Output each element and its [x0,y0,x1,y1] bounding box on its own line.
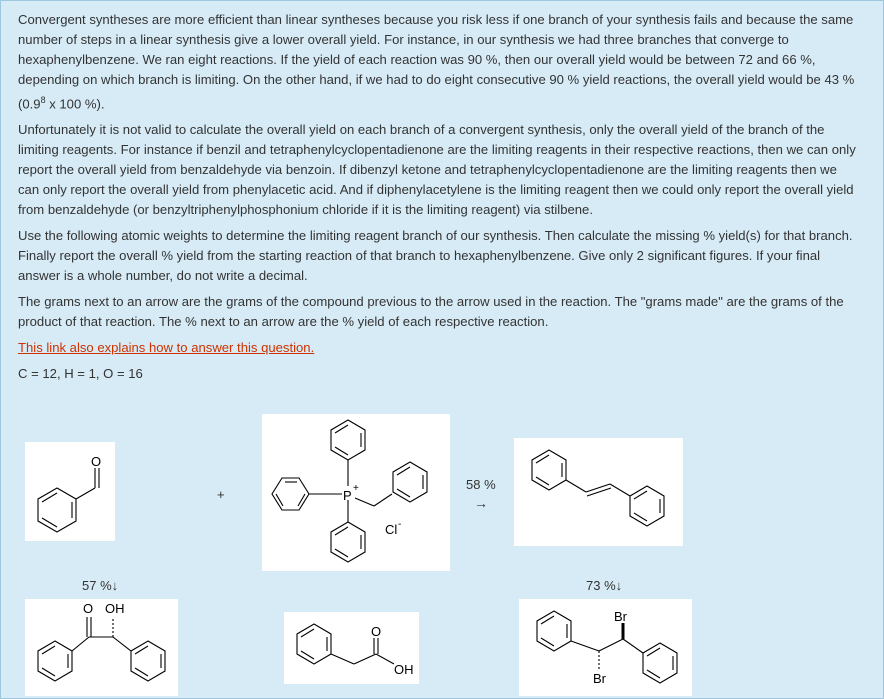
paragraph-grams: The grams next to an arrow are the grams of the compound previous to the arrow used in the reaction. The "grams made" are the grams of the product of that reaction. The % next to an arrow are the % yield of each respective reaction. [18,294,844,330]
atom-O: O [371,624,382,639]
paragraph-convergent: Convergent syntheses are more efficient than linear syntheses because you risk less if one branch of your synthesis fails and because the same number of steps in a linear synthesis give a lower overall yield. For instance, in our synthesis we had three branches that converge to hexaphenylbenzene. We ran eight reactions. If the yield of each reaction was 90 %, then our overall yield would be between 72 and 66 %, depending on which branch is limiting. On the other hand, if we had to do eight consecutive 90 % yield reactions, the overall yield would be 43 % ($0.9^8$ x 100 %). [18,12,855,112]
atom-O: O [91,454,102,469]
phosphonium-salt-structure [262,414,450,571]
paragraph-unfortunately: Unfortunately it is not valid to calculate the overall yield on each branch of a convergent synthesis, only the overall yield of the branch of the limiting reagents. For instance if benzil and tetraphenylcyclopentadienone are the limiting reagents in their respective reactions, then we can only report the overall yield from benzaldehyde via benzoin. If dibenzyl ketone and tetraphenylcyclopentadienone are the limiting reagents then we can only report the overall yield from phenylacetic acid. And if diphenylacetylene is the limiting reagent then we could only report the overall yield from benzaldehyde (or benzyltriphenylphosphonium chloride if it is the limiting reagent) via stilbene. [18,122,856,218]
atom-P: P [343,488,352,503]
stilbene-structure [514,438,683,546]
paragraph-instructions: Use the following atomic weights to determine the limiting reagent branch of our synthesis. Then calculate the missing % yield(s) for that branch. Finally report the overall % yield from the starting reaction of that branch to hexaphenylbenzene. Give only 2 significant figures. If your final answer is a whole number, do not write a decimal. [18,228,853,284]
negative-charge: - [398,519,402,530]
atom-Br: Br [593,671,606,686]
plus-sign: + [217,487,225,502]
atom-O: O [83,601,94,616]
atom-Br: Br [614,609,627,624]
question-text [18,10,858,390]
exponent: 8 [40,95,46,105]
benzaldehyde-structure [25,442,115,541]
atomic-weights: C = 12, H = 1, O = 16 [18,366,143,382]
stilbene-dibromide-structure [519,599,692,696]
benzoin-structure [25,599,178,696]
atom-OH: OH [105,601,125,616]
atom-Cl: Cl [385,522,398,537]
positive-charge: + [353,483,359,494]
arrow-yield-57: 57 %↓ [82,578,119,593]
arrow-right-icon: → [474,495,488,511]
explanation-link[interactable]: This link also explains how to answer this question. [18,340,315,356]
arrow-yield-73: 73 %↓ [586,578,623,593]
atom-OH: OH [394,662,414,677]
phenylacetic-acid-structure [284,612,419,684]
arrow-yield-58: 58 % [466,477,496,492]
